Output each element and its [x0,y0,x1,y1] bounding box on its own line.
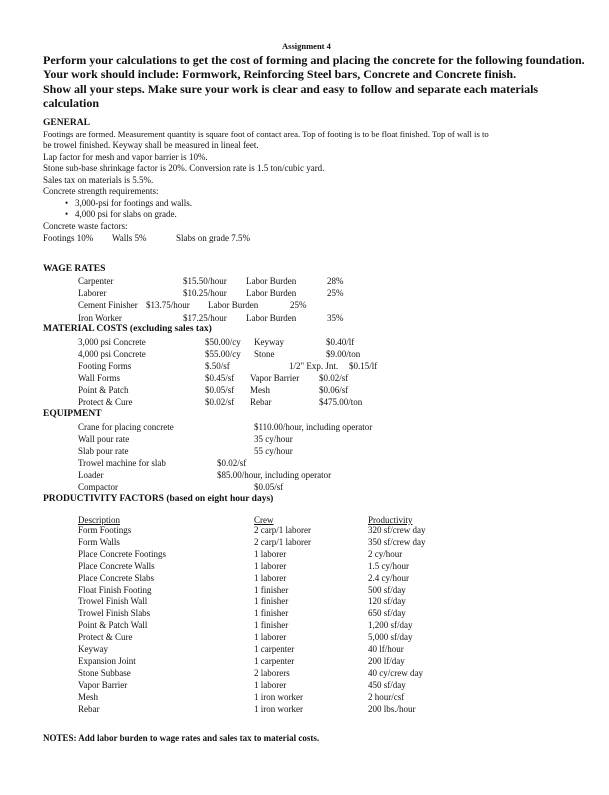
material-item: 4,000 psi Concrete [78,349,146,359]
wage-rate: $17.25/hour [183,313,227,323]
material-price: $50.00/cy [205,337,241,347]
instruction-line-2: Your work should include: Formwork, Reinforcing Steel bars, Concrete and Concrete finish. [43,67,517,81]
productivity-crew: 1 iron worker [254,703,303,714]
strength-bullet: • 4,000 psi for slabs on grade. [75,209,177,219]
productivity-description: Form Walls [78,536,120,547]
material-price: $9.00/ton [326,349,361,359]
wage-burden-label: Labor Burden [246,313,297,323]
productivity-description: Place Concrete Footings [78,548,166,559]
productivity-description: Trowel Finish Wall [78,596,148,607]
productivity-rate: 2.4 cy/hour [368,572,409,583]
productivity-rate: 500 sf/day [368,584,406,595]
wage-burden: 35% [327,313,344,323]
productivity-rate: 320 sf/crew day [368,525,426,535]
productivity-crew: 1 carpenter [254,655,295,666]
waste-heading: Concrete waste factors: [43,221,128,231]
material-price: $0.06/sf [319,385,349,395]
productivity-rate: 450 sf/day [368,679,406,690]
productivity-rate: 200 lbs./hour [368,703,416,714]
general-line: be trowel finished. Keyway shall be measured in lineal feet. [43,140,259,150]
productivity-rate: 2 hour/csf [368,691,405,702]
wage-trade: Laborer [78,288,107,298]
productivity-rate: 1.5 cy/hour [368,560,409,571]
equipment-value: $85.00/hour, including operator [217,470,332,480]
productivity-rate: 1,200 sf/day [368,620,413,631]
material-item: Footing Forms [78,361,132,371]
wage-burden-label: Labor Burden [246,276,297,286]
wage-rate: $10.25/hour [183,288,227,298]
material-item: Point & Patch [78,385,129,395]
equipment-item: Crane for placing concrete [78,422,174,432]
material-item: 1/2" Exp. Jnt. [289,361,339,371]
material-item: Protect & Cure [78,397,133,407]
productivity-rate: 40 lf/hour [368,644,404,654]
wage-burden-label: Labor Burden [208,300,259,310]
wage-burden: 28% [327,276,344,286]
instruction-line-1: Perform your calculations to get the cost of forming and placing the concrete for the following foundation. [43,53,585,67]
material-item: Keyway [254,337,284,347]
wage-trade: Iron Worker [78,313,122,323]
productivity-description: Stone Subbase [78,667,131,678]
wage-trade: Carpenter [78,276,114,286]
productivity-description: Keyway [78,644,108,654]
page-title: Assignment 4 [282,41,331,51]
material-price: $.50/sf [205,361,230,371]
productivity-description: Trowel Finish Slabs [78,608,151,619]
material-price: $0.15/lf [349,361,378,371]
productivity-rate: 200 lf/day [368,655,405,666]
productivity-description: Place Concrete Slabs [78,572,154,583]
general-line: Stone sub-base shrinkage factor is 20%. Conversion rate is 1.5 ton/cubic yard. [43,163,325,173]
productivity-crew: 1 laborer [254,560,287,571]
general-line: Footings are formed. Measurement quantity is square foot of contact area. Top of footing is to be float finished. Top of wall is to [43,129,489,139]
material-item: Wall Forms [78,373,121,383]
productivity-description: Vapor Barrier [78,679,128,690]
column-header-productivity: Productivity [368,515,413,525]
waste-walls: Walls 5% [112,233,147,243]
column-header-description: Description [78,515,120,525]
material-price: $0.45/sf [205,373,235,383]
productivity-crew: 1 finisher [254,596,289,607]
productivity-rate: 120 sf/day [368,596,406,607]
wage-rate: $15.50/hour [183,276,227,286]
equipment-value: 35 cy/hour [254,434,293,444]
productivity-crew: 1 finisher [254,584,289,595]
material-price: $0.40/lf [326,337,355,347]
productivity-crew: 1 laborer [254,548,287,559]
material-item: Vapor Barrier [250,373,300,383]
wage-rates-heading: WAGE RATES [43,264,106,274]
wage-burden: 25% [290,300,307,310]
productivity-heading: PRODUCTIVITY FACTORS (based on eight hour days) [43,494,274,504]
general-line: Sales tax on materials is 5.5%. [43,175,154,185]
productivity-rate: 2 cy/hour [368,548,403,559]
productivity-crew: 2 carp/1 laborer [254,525,311,535]
equipment-item: Compactor [78,482,118,492]
productivity-crew: 2 laborers [254,667,290,678]
productivity-crew: 1 finisher [254,620,289,631]
equipment-value: $110.00/hour, including operator [254,422,373,432]
equipment-heading: EQUIPMENT [43,409,102,419]
general-line: Concrete strength requirements: [43,186,159,196]
material-price: $0.02/sf [319,373,349,383]
wage-rate: $13.75/hour [146,300,190,310]
material-price: $55.00/cy [205,349,241,359]
instruction-line-3: Show all your steps. Make sure your work is clear and easy to follow and separate each materials [43,82,539,96]
wage-burden-label: Labor Burden [246,288,297,298]
productivity-description: Float Finish Footing [78,584,152,595]
waste-slabs: Slabs on grade 7.5% [176,233,250,243]
material-item: Rebar [250,397,272,407]
productivity-description: Expansion Joint [78,655,136,666]
material-item: Mesh [250,385,270,395]
equipment-item: Slab pour rate [78,446,129,456]
productivity-crew: 1 laborer [254,679,287,690]
general-line: Lap factor for mesh and vapor barrier is 10%. [43,152,208,162]
productivity-crew: 2 carp/1 laborer [254,536,311,547]
productivity-description: Mesh [78,691,98,702]
wage-trade: Cement Finisher [78,300,138,310]
equipment-value: $0.02/sf [217,458,247,468]
material-price: $475.00/ton [319,397,363,407]
equipment-item: Trowel machine for slab [78,458,166,468]
equipment-item: Wall pour rate [78,434,130,444]
productivity-description: Form Footings [78,525,132,535]
equipment-item: Loader [78,470,104,480]
material-price: $0.05/sf [205,385,235,395]
equipment-value: $0.05/sf [254,482,284,492]
productivity-crew: 1 laborer [254,572,287,583]
productivity-rate: 40 cy/crew day [368,667,423,678]
productivity-crew: 1 laborer [254,632,287,643]
strength-bullet: • 3,000-psi for footings and walls. [75,198,192,208]
productivity-rate: 650 sf/day [368,608,406,619]
instruction-line-4: calculation [43,96,99,110]
productivity-crew: 1 iron worker [254,691,303,702]
equipment-value: 55 cy/hour [254,446,293,456]
wage-burden: 25% [327,288,344,298]
material-costs-heading: MATERIAL COSTS (excluding sales tax) [43,324,212,334]
notes: NOTES: Add labor burden to wage rates and sales tax to material costs. [43,733,320,743]
column-header-crew: Crew [254,515,274,525]
productivity-rate: 5,000 sf/day [368,632,413,643]
productivity-crew: 1 carpenter [254,644,295,654]
general-heading: GENERAL [43,118,90,128]
productivity-description: Point & Patch Wall [78,620,148,631]
productivity-description: Protect & Cure [78,632,133,643]
productivity-description: Place Concrete Walls [78,560,155,571]
productivity-description: Rebar [78,703,100,714]
material-price: $0.02/sf [205,397,235,407]
material-item: 3,000 psi Concrete [78,337,146,347]
material-item: Stone [254,349,275,359]
productivity-rate: 350 sf/crew day [368,536,426,547]
waste-footings: Footings 10% [43,233,94,243]
productivity-crew: 1 finisher [254,608,289,619]
